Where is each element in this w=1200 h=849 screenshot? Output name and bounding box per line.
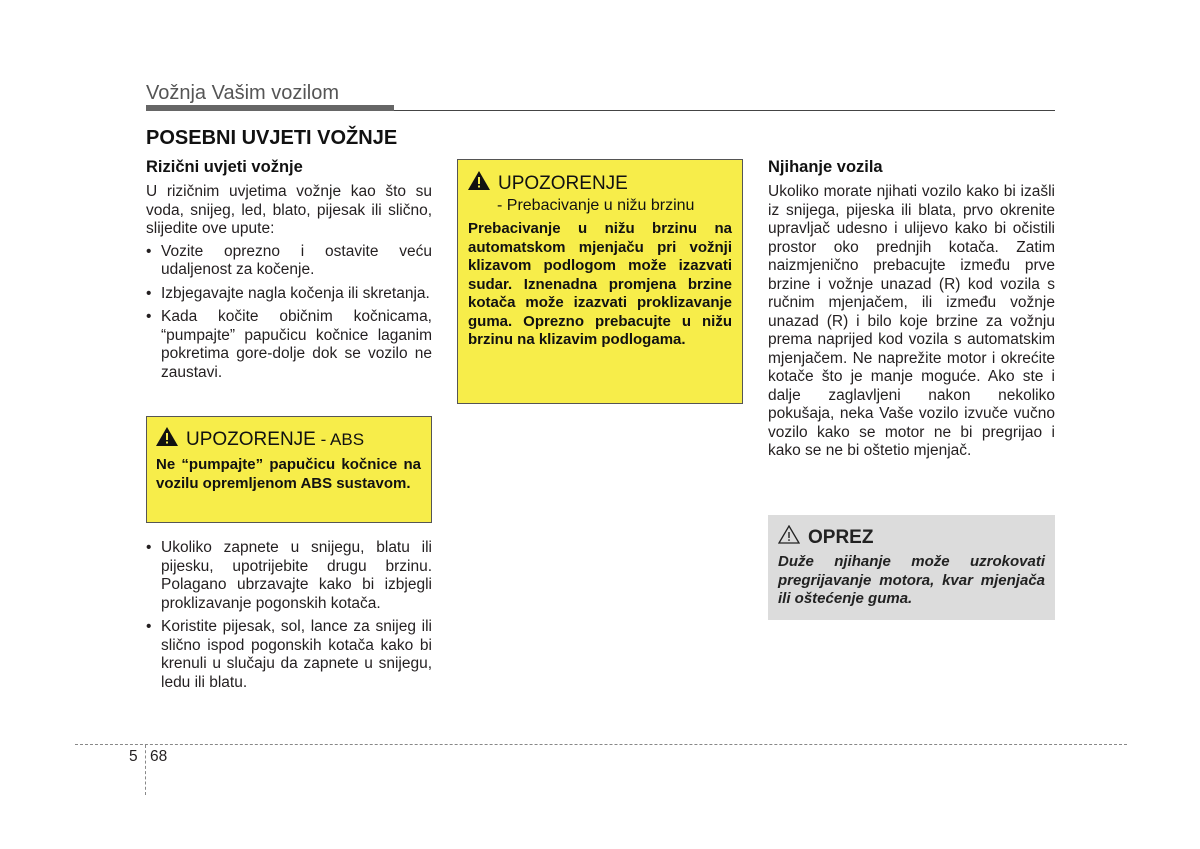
- footer-divider: [145, 745, 146, 795]
- warning-downshift-heading: [468, 171, 732, 196]
- right-column: [768, 158, 1055, 461]
- left-bullet-list: [146, 243, 432, 383]
- warning-triangle-icon: [468, 171, 490, 196]
- caution-body: Duže njihanje može uzrokovati pregrijavanje motora, kvar mjenjača ili oštećenje guma.: [778, 553, 1045, 607]
- caution-title: OPREZ: [808, 526, 874, 548]
- warning-abs-body: Ne “pumpajte” papučicu kočnice na vozilu opremljenom ABS sustavom.: [156, 456, 421, 492]
- caution-heading: [778, 525, 1045, 550]
- left-bullet-list-2: [146, 539, 432, 692]
- section-title: POSEBNI UVJETI VOŽNJE: [146, 127, 398, 149]
- caution-triangle-icon: [778, 525, 800, 550]
- chapter-number: 5: [129, 748, 138, 765]
- warning-box-downshift: [457, 159, 743, 404]
- warning-box-abs: [146, 416, 432, 523]
- list-item: • Izbjegavajte nagla kočenja ili skretanja.: [146, 284, 430, 302]
- left-column: [146, 158, 432, 387]
- warning-downshift-body: Prebacivanje u nižu brzinu na automatskom mjenjaču pri vožnji klizavom podlogom može izazvati sudar. Iznenadna promjena brzine kotača može izazvati proklizavanje guma. Oprezno prebacujte u nižu brzinu na klizavim podlogama.: [468, 220, 732, 348]
- left-column-lower: [146, 539, 432, 697]
- left-intro: U rizičnim uvjetima vožnje kao što su voda, snijeg, led, blato, pijesak ili slično, slijedite ove upute:: [146, 183, 432, 237]
- right-body: Ukoliko morate njihati vozilo kako bi izašli iz snijega, pijeska ili blata, prvo okrenite upravljač udesno i ulijevo kako bi očistili prostor oko prednjih kotača. Zatim naizmjenično prebacujte između prve brzine i vožnje unazad (R) kod vozila s ručnim mjenjačem, ili između vožnje unazad (R) i bilo koje brzine za vožnju prema naprijed kod vozila s automatskim mjenjačem. Ne naprežite motor i okrećite kotače što je manje moguće. Ako ste i dalje zaglavljeni nakon nekoliko pokušaja, neka Vaše vozilo izvuče vučno vozilo kako se motor ne bi pregrijao i kako se ne bi oštetio mjenjač.: [768, 183, 1055, 459]
- running-header: Vožnja Vašim vozilom: [146, 82, 340, 104]
- left-subheading: Rizični uvjeti vožnje: [146, 158, 303, 176]
- list-item: • Ukoliko zapnete u snijegu, blatu ili pijesku, upotrijebite drugu brzinu. Polagano ubrzavajte kako bi izbjegli proklizavanje pogonskih kotača.: [146, 539, 432, 612]
- list-item: • Kada kočite običnim kočnicama, “pumpajte” papučicu kočnice laganim pokretima gore-dolje dok se vozilo ne zaustavi.: [146, 308, 432, 381]
- right-subheading: Njihanje vozila: [768, 158, 883, 176]
- warning-abs-suffix: - ABS: [315, 429, 365, 449]
- warning-abs-heading: [156, 427, 421, 452]
- header-rule-thick: [146, 105, 394, 111]
- list-item: • Vozite oprezno i ostavite veću udaljenost za kočenje.: [146, 242, 432, 278]
- warning-downshift-title: UPOZORENJE: [498, 172, 628, 194]
- header-rule-thin: [394, 110, 1055, 111]
- page-number: 68: [150, 748, 168, 765]
- warning-abs-title: UPOZORENJE: [186, 428, 316, 450]
- warning-downshift-subtitle: - Prebacivanje u nižu brzinu: [497, 197, 695, 214]
- footer-rule: [75, 744, 1127, 745]
- list-item: • Koristite pijesak, sol, lance za snijeg ili slično ispod pogonskih kotača kako bi krenuli u slučaju da zapnete u snijegu, ledu ili blatu.: [146, 618, 432, 691]
- warning-triangle-icon: [156, 427, 178, 452]
- caution-box: [768, 515, 1055, 620]
